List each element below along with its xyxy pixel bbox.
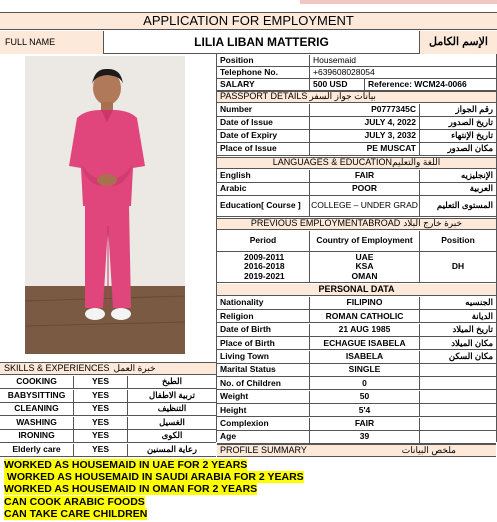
skill-label: CLEANING — [0, 403, 74, 416]
header-info-value: 500 USD — [310, 79, 365, 91]
personal-value: FAIR — [310, 418, 420, 431]
passport-title — [217, 91, 496, 103]
skill-arabic: تربية الاطفال — [128, 390, 216, 403]
header-info-value: +639608028054 — [310, 67, 496, 79]
personal-label: Weight — [217, 391, 310, 404]
profile-line: CAN COOK ARABIC FOODS — [4, 495, 145, 508]
languages-title-ar: اللغة والتعليم — [392, 157, 441, 168]
passport-arabic: تاريخ الصدور — [420, 117, 496, 130]
skill-value: YES — [74, 444, 128, 457]
language-arabic: الإنجليزيه — [420, 170, 496, 183]
employment-title-ar: خبرة خارج البلاد — [403, 218, 463, 229]
personal-arabic: تاريخ الميلاد — [420, 324, 496, 337]
employment-period: 2019-2021 — [244, 270, 285, 281]
employment-header-country: Country of Employment — [310, 231, 420, 252]
language-label: English — [217, 170, 310, 183]
personal-label: Religion — [217, 310, 310, 323]
personal-label: Age — [217, 431, 310, 444]
full-name-arabic: الإسم الكامل — [420, 31, 497, 54]
employment-period: 2009-2011 — [244, 252, 285, 262]
languages-title — [217, 157, 496, 169]
skill-value: YES — [74, 390, 128, 403]
language-value: FAIR — [310, 170, 420, 183]
employment-title-en: PREVIOUS EMPLOYMENTABROAD — [250, 218, 401, 229]
personal-label: Nationality — [217, 297, 310, 310]
page-title: APPLICATION FOR EMPLOYMENT — [0, 12, 497, 30]
employment-country: KSA — [355, 261, 374, 272]
personal-value: ROMAN CATHOLIC — [310, 310, 420, 323]
passport-arabic: تاريخ الإنتهاء — [420, 130, 496, 143]
personal-value: 21 AUG 1985 — [310, 324, 420, 337]
profile-line: CAN TAKE CARE CHILDREN — [4, 507, 148, 520]
skill-label: COOKING — [0, 376, 74, 389]
header-info-reference: Reference: WCM24-0066 — [365, 79, 496, 91]
profile-title — [217, 444, 496, 457]
personal-label: No. of Children — [217, 377, 310, 390]
language-label: Education[ Course ] — [217, 196, 310, 217]
personal-value: 5'4 — [310, 404, 420, 417]
languages-title-en: LANGUAGES & EDUCATION — [272, 157, 393, 168]
passport-arabic: رقم الجواز — [420, 104, 496, 117]
passport-label: Number — [217, 104, 310, 117]
skill-label: WASHING — [0, 417, 74, 430]
personal-arabic: مكان الميلاد — [420, 337, 496, 350]
header-info-label: SALARY — [217, 79, 310, 91]
personal-arabic: مكان السكن — [420, 351, 496, 364]
passport-value: PE MUSCAT — [310, 143, 420, 156]
header-info-value: Housemaid — [310, 55, 496, 67]
skill-arabic: الطبخ — [128, 376, 216, 389]
personal-title: PERSONAL DATA — [217, 284, 496, 296]
skills-title — [0, 362, 216, 375]
personal-value: ISABELA — [310, 351, 420, 364]
full-name-label: FULL NAME — [0, 31, 104, 54]
personal-value: 39 — [310, 431, 420, 444]
passport-value: JULY 3, 2032 — [310, 130, 420, 143]
applicant-photo — [25, 56, 185, 354]
profile-title-ar: ملخص البيانات — [401, 444, 456, 455]
personal-arabic — [420, 391, 496, 404]
personal-arabic — [420, 431, 496, 444]
skills-title-ar: خبرة العمل — [113, 362, 156, 373]
employment-title — [217, 218, 496, 230]
employment-header-period: Period — [217, 231, 310, 252]
employment-period: 2016-2018 — [244, 261, 285, 272]
passport-label: Date of Issue — [217, 117, 310, 130]
profile-line: WORKED AS HOUSEMAID IN UAE FOR 2 YEARS — [4, 459, 248, 471]
skill-value: YES — [74, 430, 128, 443]
passport-title-en: PASSPORT DETAILS — [220, 91, 308, 102]
passport-title-ar: بيانات جواز السفر — [309, 91, 376, 102]
profile-line: WORKED AS HOUSEMAID IN SAUDI ARABIA FOR 2 YEARS — [4, 471, 304, 484]
personal-value: 50 — [310, 391, 420, 404]
personal-label: Marital Status — [217, 364, 310, 377]
employment-country: UAE — [355, 252, 374, 262]
personal-arabic — [420, 404, 496, 417]
passport-value: JULY 4, 2022 — [310, 117, 420, 130]
full-name-row — [0, 31, 497, 54]
personal-arabic — [420, 364, 496, 377]
language-arabic: المستوى التعليم — [420, 196, 496, 217]
passport-value: P0777345C — [310, 104, 420, 117]
personal-arabic — [420, 377, 496, 390]
personal-arabic: الديانة — [420, 310, 496, 323]
header-info-label: Telephone No. — [217, 67, 310, 79]
personal-label: Height — [217, 404, 310, 417]
skill-arabic: رعاية المسنين — [128, 444, 216, 457]
language-label: Arabic — [217, 183, 310, 196]
employment-header-position: Position — [420, 231, 496, 252]
personal-label: Place of Birth — [217, 337, 310, 350]
personal-value: ECHAGUE ISABELA — [310, 337, 420, 350]
personal-value: 0 — [310, 377, 420, 390]
skill-label: Elderly care — [0, 444, 74, 457]
employment-countries — [310, 252, 420, 283]
personal-label: Living Town — [217, 351, 310, 364]
personal-label: Date of Birth — [217, 324, 310, 337]
skill-value: YES — [74, 417, 128, 430]
passport-arabic: مكان الصدور — [420, 143, 496, 156]
personal-value: FILIPINO — [310, 297, 420, 310]
skill-value: YES — [74, 403, 128, 416]
passport-label: Date of Expiry — [217, 130, 310, 143]
skill-arabic: الغسيل — [128, 417, 216, 430]
language-value: COLLEGE – UNDER GRAD — [310, 196, 420, 217]
language-value: POOR — [310, 183, 420, 196]
personal-value: SINGLE — [310, 364, 420, 377]
applicant-figure-icon — [25, 56, 185, 354]
employment-country: OMAN — [351, 270, 378, 281]
skill-value: YES — [74, 376, 128, 389]
skill-arabic: التنظيف — [128, 403, 216, 416]
employment-position-value: DH — [420, 252, 496, 283]
employment-periods — [217, 252, 310, 283]
personal-arabic — [420, 418, 496, 431]
header-info-label: Position — [217, 55, 310, 67]
personal-arabic: الجنسيه — [420, 297, 496, 310]
skill-label: BABYSITTING — [0, 390, 74, 403]
profile-line: WORKED AS HOUSEMAID IN OMAN FOR 2 YEARS — [4, 483, 258, 496]
full-name-value: LILIA LIBAN MATTERIG — [104, 31, 420, 54]
skill-arabic: الكوى — [128, 430, 216, 443]
profile-title-en: PROFILE SUMMARY — [220, 444, 307, 455]
personal-label: Complexion — [217, 418, 310, 431]
skill-label: IRONING — [0, 430, 74, 443]
top-accent-bar — [300, 0, 497, 4]
skills-title-en: SKILLS & EXPERIENCES — [4, 362, 110, 373]
passport-label: Place of Issue — [217, 143, 310, 156]
language-arabic: العربية — [420, 183, 496, 196]
